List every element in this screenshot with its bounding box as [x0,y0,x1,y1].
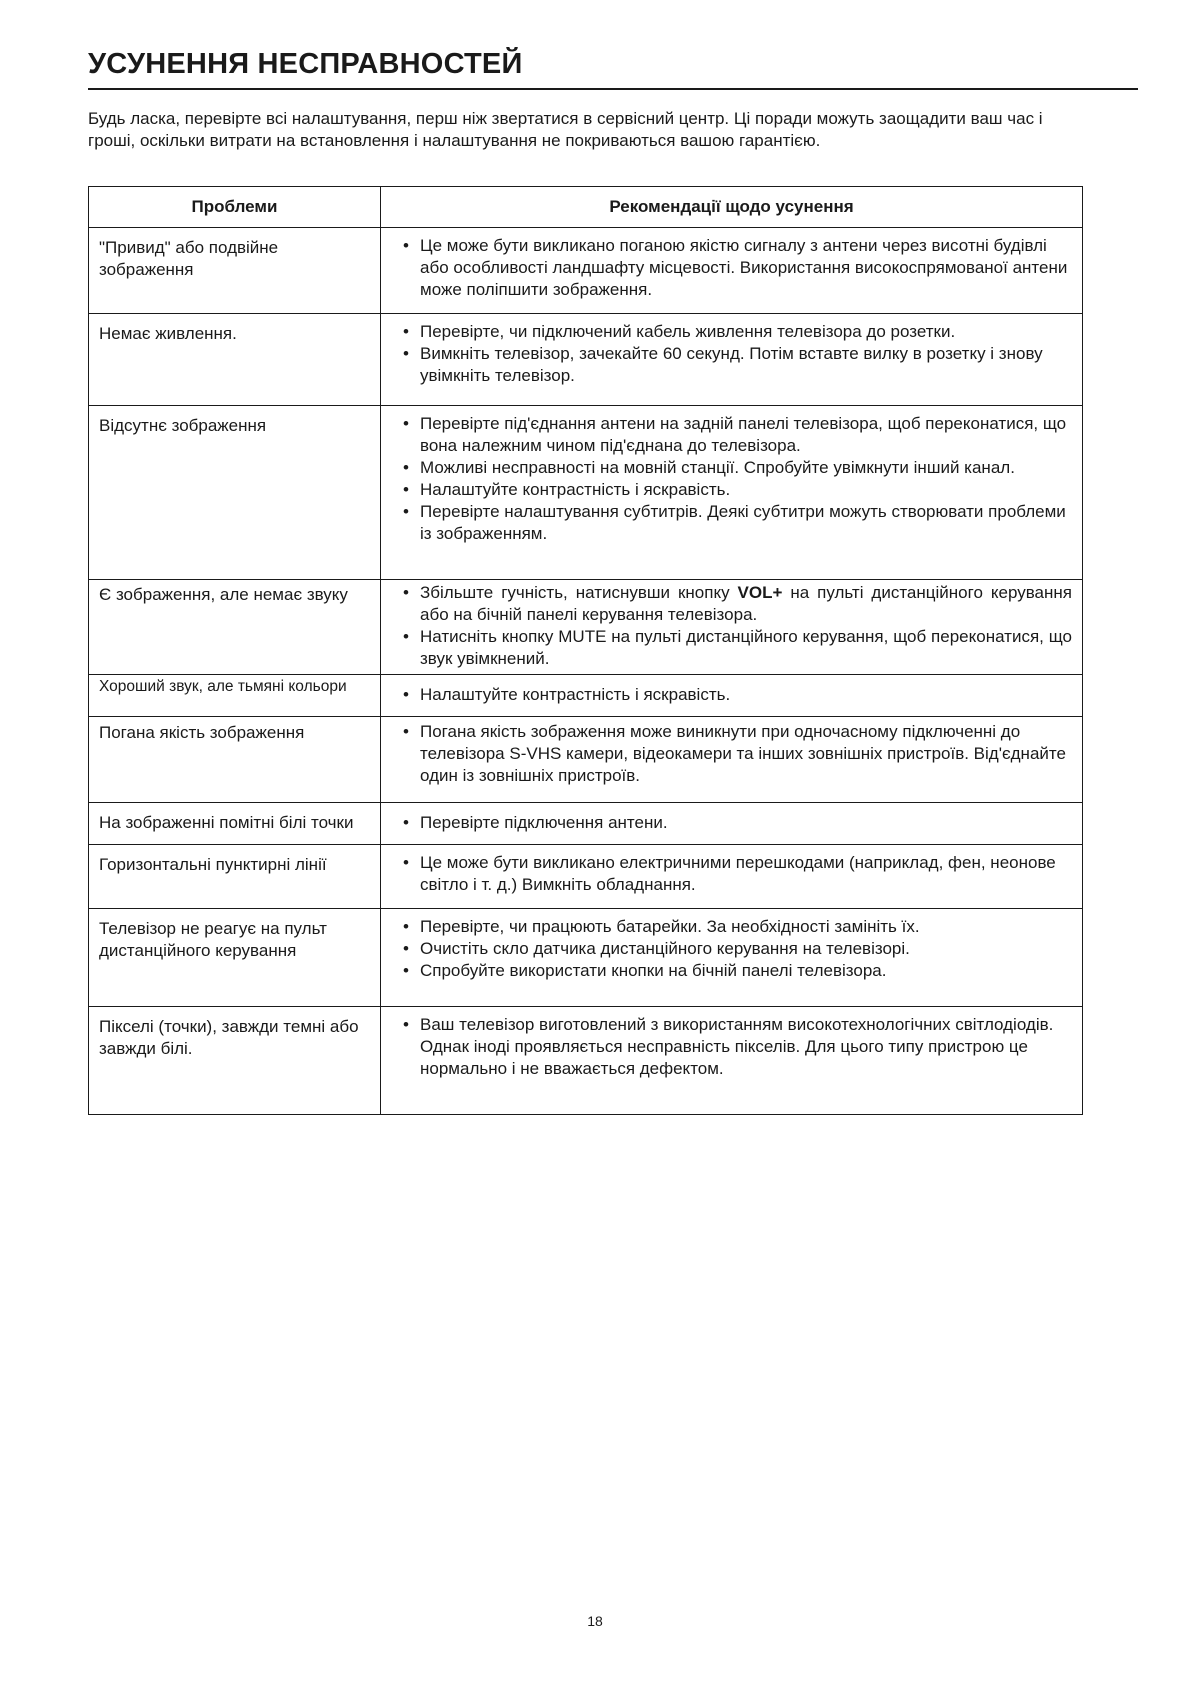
table-row [89,675,1083,717]
list-item: • Налаштуйте контрастність і яскравість. [403,479,1072,501]
table-row [89,717,1083,803]
vol-text-before: Збільште гучність, натиснувши кнопку [420,583,738,602]
table-header-row [89,187,1083,228]
table-row [89,228,1083,314]
list-item: • Перевірте налаштування субтитрів. Деякі субтитри можуть створювати проблеми із зображенням. [403,501,1072,545]
vol-text-after: на пульті дистанційного керування або на бічній панелі керування телевізора. [420,583,1072,624]
list-item: • Це може бути викликано поганою якістю сигналу з антени через висотні будівлі або особливості ландшафту місцевості. Використання високоспрямованої антени може поліпшити зображення. [403,235,1072,301]
recommendation-cell [381,228,1083,314]
list-item: • Налаштуйте контрастність і яскравість. [403,684,1072,706]
vol-key: VOL+ [737,583,783,602]
page-number: 18 [587,1613,603,1629]
recommendation-cell [381,717,1083,803]
recommendation-cell [381,580,1083,675]
table-row [89,909,1083,1007]
problem-cell: Немає живлення. [89,314,381,406]
problem-cell: Є зображення, але немає звуку [89,580,381,675]
list-item: • Спробуйте використати кнопки на бічній панелі телевізора. [403,960,1072,982]
list-item: • Вимкніть телевізор, зачекайте 60 секунд. Потім вставте вилку в розетку і знову увімкніть телевізор. [403,343,1072,387]
table-row [89,845,1083,909]
list-item: • Перевірте, чи підключений кабель живлення телевізора до розетки. [403,321,1072,343]
table-row [89,803,1083,845]
recommendation-cell [381,1007,1083,1115]
page-title: УСУНЕННЯ НЕСПРАВНОСТЕЙ [88,48,523,80]
problem-cell: Горизонтальні пунктирні лінії [89,845,381,909]
troubleshooting-table [88,186,1083,1115]
list-item: • Натисніть кнопку MUTE на пульті дистанційного керування, щоб переконатися, що звук увімкнений. [403,626,1072,670]
list-item: • Ваш телевізор виготовлений з використанням високотехнологічних світлодіодів. Однак іноді проявляється несправність пікселів. Для цього типу пристрою це нормально і не вважається дефектом. [403,1014,1072,1080]
title-underline [88,88,1138,90]
recommendation-list [403,582,1072,670]
intro-paragraph: Будь ласка, перевірте всі налаштування, перш ніж звертатися в сервісний центр. Ці поради можуть заощадити ваш час і гроші, оскільки витрати на встановлення і налаштування не покриваються вашою гарантією. [88,109,1043,150]
recommendation-cell [381,803,1083,845]
recommendation-list [403,684,1072,706]
header-recommendations: Рекомендації щодо усунення [381,187,1083,228]
table-row [89,406,1083,580]
list-item: • Перевірте, чи працюють батарейки. За необхідності замініть їх. [403,916,1072,938]
recommendation-list [403,1014,1072,1080]
problem-cell: Пікселі (точки), завжди темні або завжди білі. [89,1007,381,1115]
recommendation-list [403,852,1072,896]
recommendation-list [403,812,1072,834]
recommendation-cell [381,675,1083,717]
list-item: • Перевірте під'єднання антени на задній панелі телевізора, щоб переконатися, що вона належним чином під'єднана до телевізора. [403,413,1072,457]
list-item [403,582,1072,626]
table-row [89,314,1083,406]
recommendation-list [403,721,1072,787]
header-problems: Проблеми [89,187,381,228]
list-item: • Погана якість зображення може виникнути при одночасному підключенні до телевізора S-VHS камери, відеокамери та інших зовнішніх пристроїв. Від'єднайте один із зовнішніх пристроїв. [403,721,1072,787]
list-item: • Очистіть скло датчика дистанційного керування на телевізорі. [403,938,1072,960]
problem-cell: Телевізор не реагує на пульт дистанційного керування [89,909,381,1007]
problem-cell: "Привид" або подвійне зображення [89,228,381,314]
problem-cell: На зображенні помітні білі точки [89,803,381,845]
list-item: • Це може бути викликано електричними перешкодами (наприклад, фен, неонове світло і т. д.) Вимкніть обладнання. [403,852,1072,896]
list-item: • Можливі несправності на мовній станції. Спробуйте увімкнути інший канал. [403,457,1072,479]
table-row [89,1007,1083,1115]
recommendation-cell [381,406,1083,580]
recommendation-cell [381,909,1083,1007]
recommendation-cell [381,314,1083,406]
list-item: • Перевірте підключення антени. [403,812,1072,834]
problem-cell: Погана якість зображення [89,717,381,803]
recommendation-list [403,916,1072,982]
problem-cell: Відсутнє зображення [89,406,381,580]
recommendation-list [403,235,1072,301]
table-row [89,580,1083,675]
recommendation-cell [381,845,1083,909]
recommendation-list [403,321,1072,387]
problem-cell: Хороший звук, але тьмяні кольори [89,675,381,717]
recommendation-list [403,413,1072,545]
